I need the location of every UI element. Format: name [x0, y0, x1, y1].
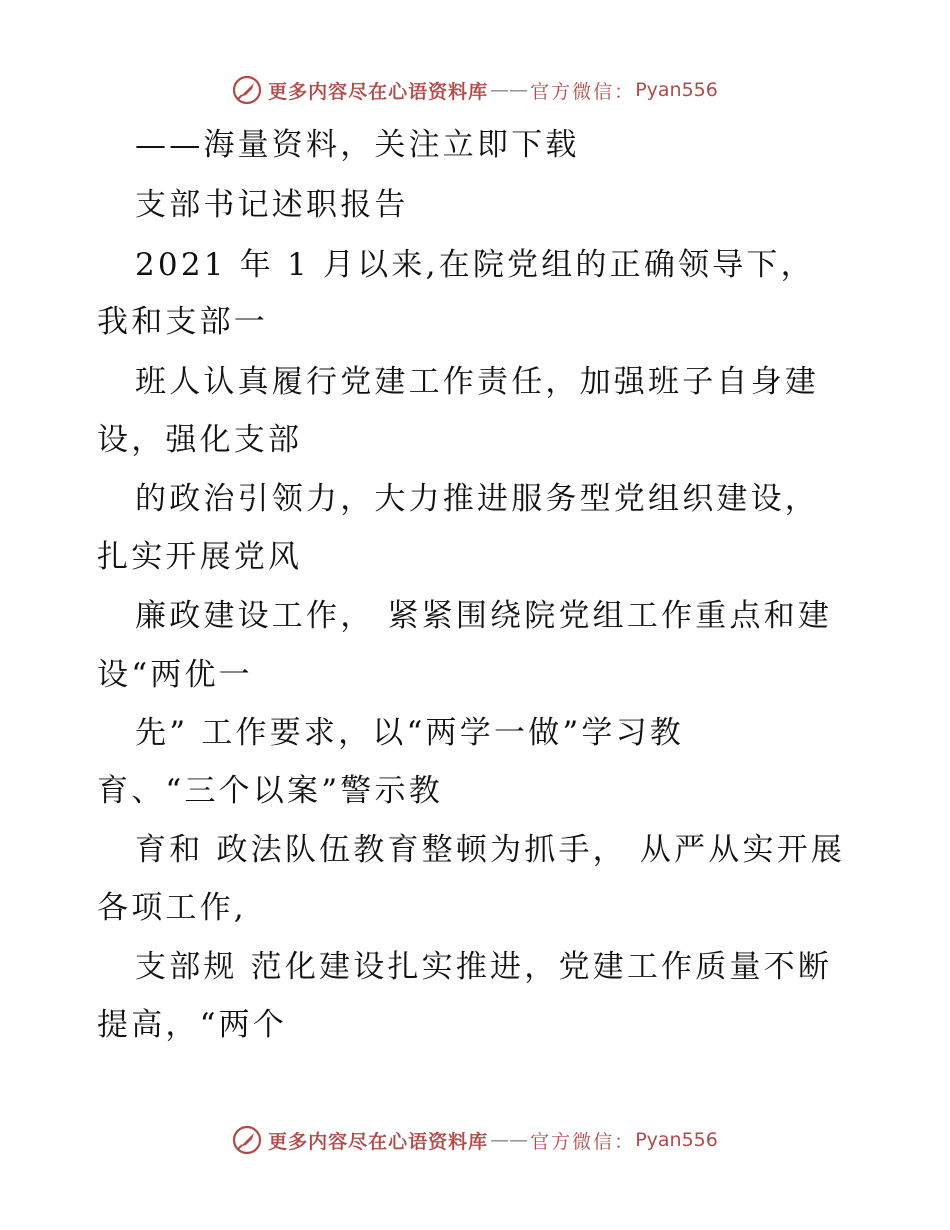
- download-tagline: ——海量资料，关注立即下载: [135, 127, 580, 163]
- banner-title: 更多内容尽在心语资料库: [268, 80, 489, 103]
- paragraph-line: 育、“三个以案”警示教: [97, 773, 443, 809]
- banner-wechat-id: Pyan556: [635, 79, 718, 101]
- paragraph-line: 先” 工作要求，以“两学一做”学习教: [135, 715, 684, 751]
- paragraph-line: 育和 政法队伍教育整顿为抓手， 从严从实开展: [135, 832, 846, 868]
- paragraph-line: 提高，“两个: [97, 1007, 288, 1043]
- paragraph-line: 设，强化支部: [97, 422, 303, 458]
- header-banner: [0, 70, 950, 110]
- banner-wechat-id: Pyan556: [635, 1129, 718, 1151]
- paragraph-line: 支部规 范化建设扎实推进，党建工作质量不断: [135, 949, 833, 985]
- paragraph-line: 设“两优一: [97, 657, 253, 693]
- banner-wechat-label: 官方微信：: [530, 1130, 636, 1153]
- banner-dash: ——: [490, 79, 529, 101]
- paragraph-line: 各项工作,: [97, 890, 247, 926]
- paragraph-line: 2021 年 1 月以来,在院党组的正确领导下，: [135, 247, 815, 283]
- paragraph-line: 班人认真履行党建工作责任，加强班子自身建: [135, 364, 819, 400]
- paragraph-line: 扎实开展党风: [97, 539, 303, 575]
- quill-pen-logo-icon: [232, 1125, 262, 1155]
- footer-banner: [0, 1120, 950, 1160]
- banner-dash: ——: [490, 1129, 529, 1151]
- paragraph-line: 我和支部一: [97, 304, 268, 340]
- quill-pen-logo-icon: [232, 75, 262, 105]
- paragraph-line: 廉政建设工作， 紧紧围绕院党组工作重点和建: [135, 598, 833, 634]
- paragraph-line: 的政治引领力，大力推进服务型党组织建设，: [135, 481, 819, 517]
- banner-title: 更多内容尽在心语资料库: [268, 1130, 489, 1153]
- banner-wechat-label: 官方微信：: [530, 80, 636, 103]
- document-title: 支部书记述职报告: [135, 187, 409, 223]
